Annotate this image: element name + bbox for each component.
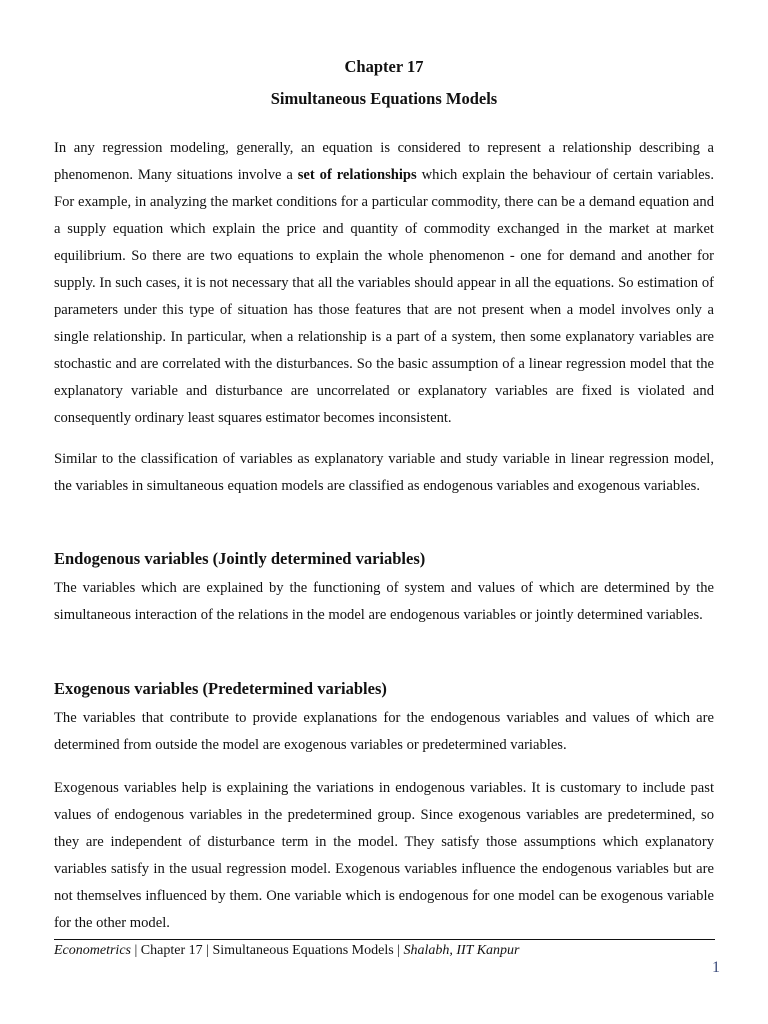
chapter-title: Simultaneous Equations Models <box>270 89 498 108</box>
exogenous-definition-paragraph: The variables that contribute to provide explanations for the endogenous variables and values of which are determined from outside the model are exogenous variables or predetermined variables. <box>54 710 714 753</box>
endogenous-heading: Endogenous variables (Jointly determined variables) <box>54 549 426 568</box>
classification-paragraph: Similar to the classification of variables as explanatory variable and study variable in linear regression model, the variables in simultaneous equation models are classified as endogenous variables and exogenous variables. <box>54 451 714 494</box>
intro-bold-phrase: set of relationships <box>297 167 417 183</box>
footer-author: Shalabh, IIT Kanpur <box>403 943 520 958</box>
intro-paragraph <box>54 135 714 432</box>
exogenous-heading: Exogenous variables (Predetermined variables) <box>54 679 387 698</box>
footer-separator: | <box>202 943 213 958</box>
footer-title: Simultaneous Equations Models <box>212 943 394 958</box>
footer-divider <box>54 939 715 940</box>
chapter-number: Chapter 17 <box>344 57 424 76</box>
endogenous-paragraph: The variables which are explained by the functioning of system and values of which are determined by the simultaneous interaction of the relations in the model are endogenous variables or jointly determined variables. <box>54 580 714 623</box>
page-footer <box>54 942 714 960</box>
footer-separator: | <box>393 943 404 958</box>
intro-text-end: which explain the behaviour of certain variables. For example, in analyzing the market conditions for a particular commodity, there can be a demand equation and a supply equation which explain the price and quantity of commodity exchanged in the market at market equilibrium. So there are two equations to explain the whole phenomenon - one for demand and another for supply. In such cases, it is not necessary that all the variables should appear in all the equations. So estimation of parameters under this type of situation has those features that are not present when a model involves only a single relationship. In particular, when a relationship is a part of a system, then some explanatory variables are stochastic and are correlated with the disturbances. So the basic assumption of a linear regression model that the explanatory variable and disturbance are uncorrelated or explanatory variables are fixed is violated and consequently ordinary least squares estimator becomes inconsistent. <box>54 167 714 426</box>
footer-book: Econometrics <box>54 943 131 958</box>
footer-chapter: Chapter 17 <box>140 943 203 958</box>
page-number: 1 <box>712 959 720 976</box>
footer-separator: | <box>130 943 141 958</box>
exogenous-detail-paragraph: Exogenous variables help is explaining the variations in endogenous variables. It is customary to include past values of endogenous variables in the predetermined group. Since exogenous variables are predetermined, so they are independent of disturbance term in the model. They satisfy those assumptions which explanatory variables satisfy in the usual regression model. Exogenous variables influence the endogenous variables but are not themselves influenced by them. One variable which is endogenous for one model can be exogenous variable for the other model. <box>54 780 714 931</box>
intro-text-start: In any regression modeling, generally, an equation is considered to represent a relationship describing a phenomenon. Many situations involve a <box>54 140 714 183</box>
